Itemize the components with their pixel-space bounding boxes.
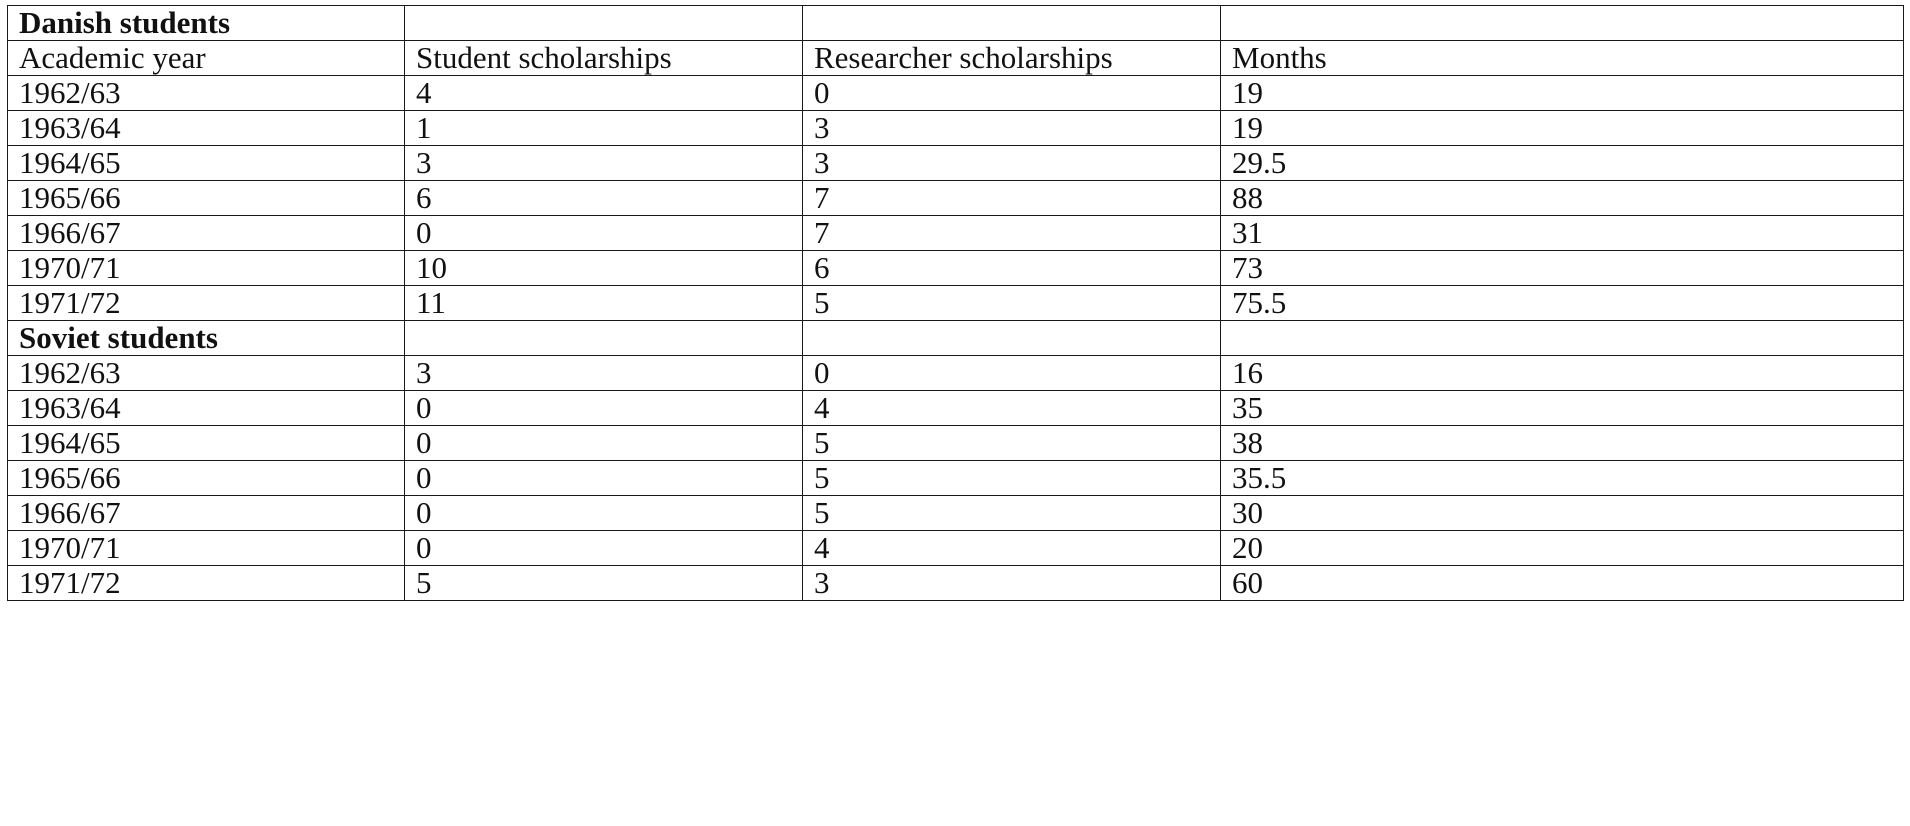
table-row xyxy=(8,216,1904,251)
table-cell: 5 xyxy=(803,426,1221,461)
table-cell: 1970/71 xyxy=(8,251,405,286)
table-cell: 0 xyxy=(405,461,803,496)
table-cell: 5 xyxy=(405,566,803,601)
table-cell: 1966/67 xyxy=(8,216,405,251)
column-header: Student scholarships xyxy=(405,41,803,76)
table-cell: 1966/67 xyxy=(8,496,405,531)
table-row xyxy=(8,496,1904,531)
table-cell: 3 xyxy=(803,566,1221,601)
table-row xyxy=(8,566,1904,601)
table-cell: 0 xyxy=(405,531,803,566)
table-cell: 7 xyxy=(803,216,1221,251)
table-cell: 0 xyxy=(405,496,803,531)
table-cell: 5 xyxy=(803,286,1221,321)
table-cell: 1962/63 xyxy=(8,76,405,111)
table-cell: 1971/72 xyxy=(8,566,405,601)
table-cell: 31 xyxy=(1221,216,1904,251)
table-cell: 73 xyxy=(1221,251,1904,286)
table-cell: 16 xyxy=(1221,356,1904,391)
table-cell: 6 xyxy=(803,251,1221,286)
table-cell: 3 xyxy=(405,356,803,391)
table-row xyxy=(8,251,1904,286)
table-cell: 11 xyxy=(405,286,803,321)
table-cell: 1964/65 xyxy=(8,426,405,461)
table-cell: 3 xyxy=(803,146,1221,181)
table-cell: 35 xyxy=(1221,391,1904,426)
column-header-row xyxy=(8,41,1904,76)
table-cell: 1964/65 xyxy=(8,146,405,181)
table-cell: 35.5 xyxy=(1221,461,1904,496)
table-row xyxy=(8,461,1904,496)
table-cell: 75.5 xyxy=(1221,286,1904,321)
scholarship-table xyxy=(7,5,1904,601)
table-cell: 0 xyxy=(405,391,803,426)
table-cell: 0 xyxy=(405,426,803,461)
table-row xyxy=(8,76,1904,111)
table-row xyxy=(8,356,1904,391)
table-cell: 88 xyxy=(1221,181,1904,216)
table-cell: 19 xyxy=(1221,76,1904,111)
empty-cell xyxy=(1221,6,1904,41)
section-title: Danish students xyxy=(8,6,405,41)
table-cell: 1965/66 xyxy=(8,461,405,496)
table-cell: 20 xyxy=(1221,531,1904,566)
table-cell: 29.5 xyxy=(1221,146,1904,181)
table-cell: 4 xyxy=(803,391,1221,426)
section-header-danish xyxy=(8,6,1904,41)
section-title: Soviet students xyxy=(8,321,405,356)
empty-cell xyxy=(803,6,1221,41)
table-cell: 1971/72 xyxy=(8,286,405,321)
table-cell: 60 xyxy=(1221,566,1904,601)
empty-cell xyxy=(1221,321,1904,356)
section-header-soviet xyxy=(8,321,1904,356)
table-cell: 1963/64 xyxy=(8,111,405,146)
table-cell: 10 xyxy=(405,251,803,286)
table-cell: 7 xyxy=(803,181,1221,216)
table-cell: 1962/63 xyxy=(8,356,405,391)
empty-cell xyxy=(405,321,803,356)
table-row xyxy=(8,531,1904,566)
empty-cell xyxy=(405,6,803,41)
table-cell: 30 xyxy=(1221,496,1904,531)
table-row xyxy=(8,111,1904,146)
table-cell: 1965/66 xyxy=(8,181,405,216)
table-cell: 0 xyxy=(803,76,1221,111)
table-cell: 6 xyxy=(405,181,803,216)
table-cell: 5 xyxy=(803,461,1221,496)
table-row xyxy=(8,426,1904,461)
column-header: Academic year xyxy=(8,41,405,76)
table-cell: 0 xyxy=(405,216,803,251)
table-cell: 1 xyxy=(405,111,803,146)
empty-cell xyxy=(803,321,1221,356)
table-cell: 0 xyxy=(803,356,1221,391)
table-cell: 5 xyxy=(803,496,1221,531)
table-cell: 38 xyxy=(1221,426,1904,461)
table-cell: 3 xyxy=(405,146,803,181)
column-header: Researcher scholarships xyxy=(803,41,1221,76)
table-row xyxy=(8,181,1904,216)
column-header: Months xyxy=(1221,41,1904,76)
table-cell: 1970/71 xyxy=(8,531,405,566)
table-row xyxy=(8,146,1904,181)
table-cell: 3 xyxy=(803,111,1221,146)
table-cell: 4 xyxy=(405,76,803,111)
table-cell: 1963/64 xyxy=(8,391,405,426)
table-row xyxy=(8,391,1904,426)
table-cell: 19 xyxy=(1221,111,1904,146)
table-cell: 4 xyxy=(803,531,1221,566)
table-row xyxy=(8,286,1904,321)
